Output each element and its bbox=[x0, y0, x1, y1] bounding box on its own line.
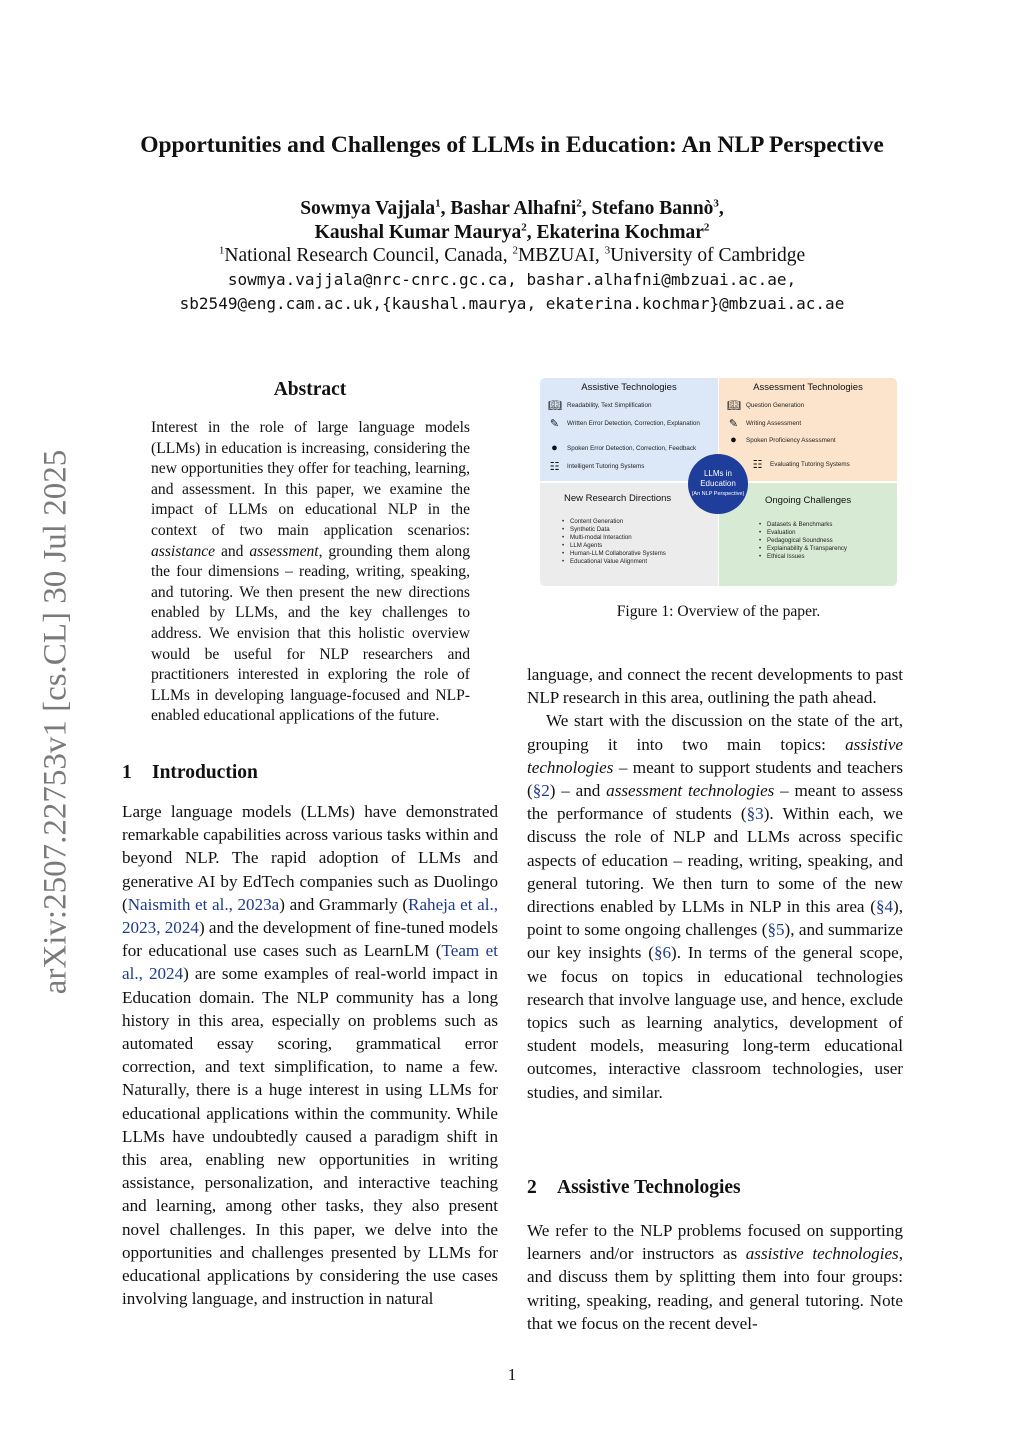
author-name: Stefano Bannò bbox=[591, 198, 714, 219]
book-icon: 📖︎ bbox=[727, 400, 741, 412]
paragraph: We start with the discussion on the state of the art, grouping it into two main topics: assistive technologies – meant to support students and teachers (§2) – and assessment technologies – meant to assess the performance of students (§3). Within each, we discuss the role of NLP and LLMs across specific aspects of education – reading, writing, speaking, and general tutoring. We then turn to some of the new directions enabled by LLMs in NLP in this area (§4), point to some ongoing challenges (§5), and summarize our key insights (§6). In terms of the general scope, we focus on topics in educational technologies research that involve language use, and hence, exclude topics such as learning analytics, development of student models, measuring long-term educational outcomes, interactive classroom technologies, user studies, and similar. bbox=[527, 711, 904, 1102]
fig-row: 📖︎ Question Generation bbox=[727, 400, 805, 412]
figure-overview bbox=[540, 378, 897, 586]
citation-link[interactable]: Raheja et al., 2023, 2024 bbox=[122, 894, 498, 938]
list-item: • Human-LLM Collaborative Systems bbox=[562, 550, 666, 558]
section-heading-introduction: 1 Introduction bbox=[122, 762, 258, 783]
affil-mark: 2 bbox=[512, 244, 518, 257]
center-circle bbox=[688, 454, 748, 514]
author-affil-mark: 2 bbox=[703, 221, 710, 233]
fig-row: ● Spoken Proficiency Assessment bbox=[727, 434, 836, 446]
figure-caption: Figure 1: Overview of the paper. bbox=[616, 603, 821, 620]
list-item: • Explainability & Transparency bbox=[759, 545, 847, 553]
section-ref-link[interactable]: §2 bbox=[532, 781, 550, 801]
list-item: • Content Generation bbox=[562, 518, 666, 526]
list-item: • Educational Value Alignment bbox=[562, 558, 666, 566]
abstract-heading: Abstract bbox=[273, 379, 347, 400]
quadrant-heading: Ongoing Challenges bbox=[765, 495, 852, 506]
center-label: Education bbox=[700, 479, 736, 488]
affiliation: National Research Council, Canada, bbox=[224, 245, 513, 266]
email-line[interactable]: sb2549@eng.cam.ac.uk,{kaushal.maurya, ekaterina.kochmar}@mbzuai.ac.ae bbox=[179, 294, 845, 313]
fig-row: ☷ Intelligent Tutoring Systems bbox=[549, 461, 645, 473]
email-line[interactable]: sowmya.vajjala@nrc-cnrc.gc.ca, bashar.alhafni@mbzuai.ac.ae, bbox=[227, 270, 797, 289]
speech-bubble-icon: ● bbox=[551, 442, 558, 454]
book-icon: 📖︎ bbox=[548, 400, 562, 412]
affiliations bbox=[60, 244, 964, 268]
affil-mark: 1 bbox=[218, 244, 225, 257]
pen-icon: ✎ bbox=[728, 418, 739, 430]
citation-link[interactable]: Team et al., 2024 bbox=[122, 941, 499, 984]
center-sublabel: (An NLP Perspective) bbox=[691, 491, 745, 497]
fig-row: ✎ Written Error Detection, Correction, Explanation bbox=[549, 418, 700, 430]
fig-row: 📖︎ Readability, Text Simplification bbox=[548, 400, 652, 412]
emails bbox=[60, 268, 964, 316]
author-affil-mark: 2 bbox=[576, 197, 582, 210]
list-item: • LLM Agents bbox=[562, 542, 666, 550]
list-item: • Synthetic Data bbox=[562, 526, 666, 534]
author-name: Bashar Alhafni bbox=[450, 198, 577, 219]
chat-icon: ☷ bbox=[752, 459, 763, 471]
quadrant-heading: Assessment Technologies bbox=[753, 382, 863, 393]
citation-link[interactable]: Naismith et al., 2023a bbox=[127, 894, 280, 914]
abstract-body: Interest in the role of large language models (LLMs) in education is increasing, considering the new opportunities they offer for teaching, learning, and assessment. In this paper, we examine the impact of LLMs on educational NLP in the context of two main application scenarios: assistance and assessment, grounding them along the four dimensions – reading, writing, speaking, and tutoring. We then present the new directions enabled by LLMs, and the key challenges to address. We envision that this holistic overview would be useful for NLP researchers and practitioners interested in exploring the role of LLMs in developing language-focused and NLP-enabled educational applications of the future. bbox=[151, 419, 471, 725]
paper-title: Opportunities and Challenges of LLMs in Education: An NLP Perspective bbox=[140, 132, 884, 158]
quadrant-assistive bbox=[540, 378, 718, 481]
author-affil-mark: 3 bbox=[713, 197, 719, 210]
section-ref-link[interactable]: §6 bbox=[653, 943, 672, 963]
column2-body bbox=[527, 663, 903, 1104]
section-ref-link[interactable]: §4 bbox=[875, 897, 894, 917]
center-label: LLMs in bbox=[703, 469, 732, 478]
quadrant-heading: New Research Directions bbox=[564, 493, 672, 504]
affiliation: University of Cambridge bbox=[610, 245, 806, 266]
fig-row: ✎ Writing Assessment bbox=[728, 418, 802, 430]
section2-body: We refer to the NLP problems focused on supporting learners and/or instructors as assistive technologies, and discuss them by splitting them into four groups: writing, speaking, reading, and general tutoring. Note that we focus on the recent devel- bbox=[527, 1221, 903, 1333]
quadrant-assessment bbox=[719, 378, 897, 481]
list-item: • Ethical Issues bbox=[759, 553, 847, 561]
fig-row: ☷ Evaluating Tutoring Systems bbox=[752, 459, 850, 471]
list-item: • Multi-modal Interaction bbox=[562, 534, 666, 542]
paragraph: language, and connect the recent developments to past NLP research in this area, outlining the path ahead. bbox=[527, 665, 903, 708]
author-name: Kaushal Kumar Maurya bbox=[314, 221, 522, 243]
introduction-body: Large language models (LLMs) have demonstrated remarkable capabilities across various tasks within and beyond NLP. The rapid adoption of LLMs and generative AI by EdTech companies such as Duolingo (Naismith et al., 2023a) and Grammarly (Raheja et al., 2023, 2024) and the development of fine-tuned models for educational use cases such as LearnLM (Team et al., 2024) are some examples of real-world impact in Education domain. The NLP community has a long history in this area, especially on problems such as automated essay scoring, grammatical error correction, and text simplification, to name a few. Naturally, there is a huge interest in using LLMs for educational applications within the community. While LLMs have undoubtedly caused a paradigm shift in this area, enabling new opportunities in writing assistance, personalization, and interactive teaching and learning, among other tasks, they also present novel challenges. In this paper, we delve into the opportunities and challenges presented by LLMs for educational applications by considering the use cases involving language, and instruction in natural bbox=[122, 802, 499, 1309]
list-item: • Evaluation bbox=[759, 529, 847, 537]
arxiv-identifier: arXiv:2507.22753v1 [cs.CL] 30 Jul 2025 bbox=[37, 449, 74, 995]
author-affil-mark: 1 bbox=[435, 197, 441, 210]
list-item: • Pedagogical Soundness bbox=[759, 537, 847, 545]
section-ref-link[interactable]: §3 bbox=[746, 804, 764, 824]
quadrant-heading: Assistive Technologies bbox=[581, 382, 677, 393]
chat-icon: ☷ bbox=[549, 461, 560, 473]
page-number: 1 bbox=[507, 1365, 517, 1384]
list-item: • Datasets & Benchmarks bbox=[759, 521, 847, 529]
directions-list bbox=[562, 518, 666, 567]
affil-mark: 3 bbox=[604, 244, 611, 257]
challenges-list bbox=[759, 521, 847, 561]
author-name: Sowmya Vajjala bbox=[300, 198, 436, 219]
pen-icon: ✎ bbox=[549, 418, 560, 430]
author-list: Sowmya Vajjala$^1$, Bashar Alhafni$^2$, Stefano Bannò$^3$, Kaushal Kumar Maurya$^2$, Ekaterina Kochmar$^2$ bbox=[300, 197, 724, 243]
author-affil-mark: 2 bbox=[521, 221, 527, 233]
author-name: Ekaterina Kochmar bbox=[536, 221, 704, 243]
section-heading-assistive: 2 Assistive Technologies bbox=[527, 1177, 741, 1198]
fig-row: ● Spoken Error Detection, Correction, Feedback bbox=[548, 442, 696, 454]
affiliation: MBZUAI, bbox=[517, 245, 605, 266]
speech-bubble-icon: ● bbox=[730, 434, 737, 446]
section-ref-link[interactable]: §5 bbox=[767, 920, 785, 940]
